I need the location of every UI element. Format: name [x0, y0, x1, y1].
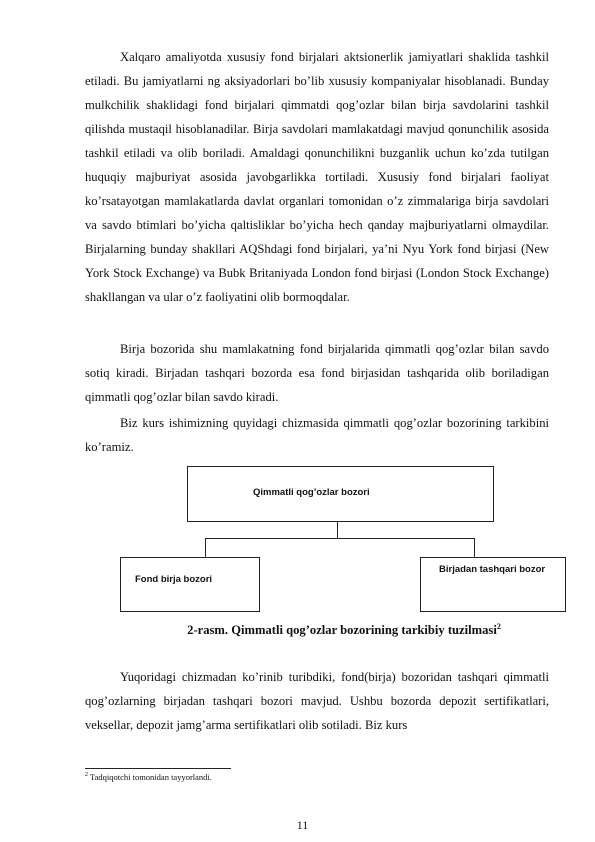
- diagram-root-label: Qimmatli qog’ozlar bozori: [253, 487, 370, 498]
- body-paragraph-4: Yuqoridagi chizmadan ko’rinib turibdiki, fond(birja) bozoridan tashqari qimmatli qog’ozlarning birjadan tashqari bozori mavjud. Ushbu bozorda depozit sertifikatlari, veksellar, depozit jamg’arma sertifikatlari olib sotiladi. Biz kurs: [85, 670, 549, 732]
- figure-caption: [85, 622, 595, 638]
- footnote-marker: 2: [85, 772, 88, 779]
- body-paragraph-2: Birja bozorida shu mamlakatning fond birjalarida qimmatli qog’ozlar bilan savdo sotiq kiradi. Birjadan tashqari bozorda esa fond birjasidan tashqarida olib boriladigan qimmatli qog’ozlar bilan savdo kiradi.: [85, 342, 549, 404]
- diagram-right-label: Birjadan tashqari bozor: [439, 564, 546, 575]
- figure-caption-text: 2-rasm. Qimmatli qog’ozlar bozorining tarkibiy tuzilmasi: [187, 623, 497, 638]
- page-number: 11: [296, 818, 309, 832]
- diagram-connector-right: [474, 538, 475, 557]
- body-paragraph-1: Xalqaro amaliyotda xususiy fond birjalari aktsionerlik jamiyatlari shaklida tashkil etiladi. Bu jamiyatlarni ng aksiyadorlari bo’lib xususiy kompaniyalar hisoblanadi. Bunday mulkchilik shaklidagi fond birjalari qimmatdi qog’ozlar bilan birja savdolarini tashkil qilishda mustaqil hisoblanadilar. Birja savdolari mamlakatdagi mavjud qonunchilik asosida tashkil etiladi va olib boriladi. Amaldagi qonunchilikni buzganlik uchun ko’zda tutilgan huquqiy majburiyat asosida javobgarlikka tortiladi. Xususiy fond birjalari faoliyat ko’rsatayotgan mamlakatlarda davlat organlari tomonidan o’z zimmalariga birja savdolari va savdo btimlari bo’yicha qaltisliklar bo’yicha hech qanday majburiyatlarni olmaydilar. Birjalarning bunday shakllari AQShdagi fond birjalari, ya’ni Nyu York fond birjasi (New York Stock Exchange) va Bubk Britaniyada London fond birjasi (London Stock Exchange) shakllangan va ular o’z faoliyatini olib bormoqdalar.: [85, 50, 549, 304]
- diagram-right-box: [420, 557, 566, 612]
- body-paragraph-3: Biz kurs ishimizning quyidagi chizmasida qimmatli qog’ozlar bozorining tarkibini ko’ramiz.: [85, 416, 549, 454]
- diagram-left-label: Fond birja bozori: [135, 574, 213, 585]
- diagram-root-box: [187, 466, 494, 522]
- footnote-divider: [85, 768, 231, 769]
- footnote-text: Tadqiqotchi tomonidan tayyorlandi.: [89, 772, 212, 782]
- footnote-reference: 2: [496, 622, 501, 631]
- diagram-left-box: [120, 557, 260, 612]
- diagram-connector-horizontal: [205, 538, 474, 539]
- diagram-connector-vertical: [337, 521, 338, 538]
- diagram-connector-left: [205, 538, 206, 557]
- footnote: [85, 772, 212, 782]
